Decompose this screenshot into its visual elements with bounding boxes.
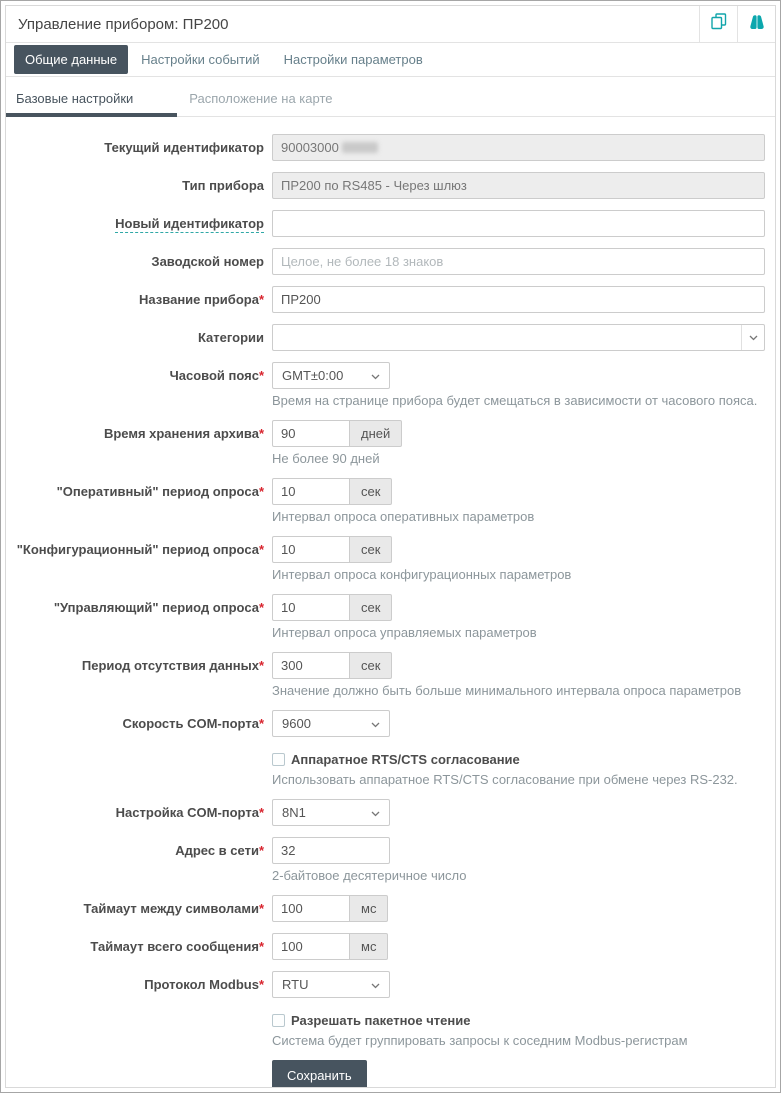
device-type-input bbox=[272, 172, 765, 199]
required-marker: * bbox=[258, 977, 264, 992]
main-tabs bbox=[6, 43, 775, 77]
field-network-address bbox=[6, 837, 763, 884]
device-settings-form bbox=[6, 117, 775, 1087]
operational-period-help: Интервал опроса оперативных параметров bbox=[272, 509, 535, 524]
configuration-period-input[interactable] bbox=[272, 536, 350, 563]
archive-days-help: Не более 90 дней bbox=[272, 451, 380, 466]
chevron-down-icon[interactable] bbox=[741, 325, 764, 350]
required-marker: * bbox=[258, 292, 264, 307]
field-com-speed bbox=[6, 710, 763, 737]
no-data-period-input[interactable] bbox=[272, 652, 350, 679]
field-no-data-period bbox=[6, 652, 763, 699]
archive-days-input[interactable] bbox=[272, 420, 350, 447]
no-data-period-help: Значение должно быть больше минимального интервала опроса параметров bbox=[272, 683, 742, 698]
categories-label: Категории bbox=[197, 330, 264, 345]
tab-event-settings[interactable]: Настройки событий bbox=[141, 52, 260, 67]
no-data-period-unit: сек bbox=[350, 652, 392, 679]
tab-general-data[interactable]: Общие данные bbox=[14, 45, 128, 74]
configuration-period-label: "Конфигурационный" период опроса* bbox=[16, 542, 264, 557]
titlebar bbox=[6, 6, 775, 43]
control-period-unit: сек bbox=[350, 594, 392, 621]
com-speed-select[interactable]: 9600 bbox=[272, 710, 390, 737]
tab-parameter-settings[interactable]: Настройки параметров bbox=[283, 52, 423, 67]
field-operational-period bbox=[6, 478, 763, 525]
required-marker: * bbox=[258, 600, 264, 615]
network-address-label: Адрес в сети* bbox=[175, 843, 264, 858]
field-serial-number bbox=[6, 248, 763, 275]
field-categories bbox=[6, 324, 763, 351]
binoculars-icon bbox=[747, 14, 767, 35]
categories-combobox[interactable] bbox=[272, 324, 765, 351]
required-marker: * bbox=[258, 368, 264, 383]
copy-icon bbox=[711, 13, 727, 35]
redacted-digits bbox=[342, 142, 378, 153]
batch-read-checkbox[interactable] bbox=[272, 1014, 285, 1027]
rts-cts-help: Использовать аппаратное RTS/CTS согласование при обмене через RS-232. bbox=[272, 772, 738, 787]
operational-period-unit: сек bbox=[350, 478, 392, 505]
field-new-id bbox=[6, 210, 763, 237]
device-type-label: Тип прибора bbox=[182, 178, 264, 193]
required-marker: * bbox=[258, 658, 264, 673]
timezone-help: Время на странице прибора будет смещаться в зависимости от часового пояса. bbox=[272, 393, 758, 408]
field-control-period bbox=[6, 594, 763, 641]
timeout-message-label: Таймаут всего сообщения* bbox=[90, 939, 264, 954]
com-settings-select[interactable]: 8N1 bbox=[272, 799, 390, 826]
no-data-period-label: Период отсутствия данных* bbox=[81, 658, 264, 673]
field-rts-cts bbox=[6, 748, 763, 788]
field-configuration-period bbox=[6, 536, 763, 583]
device-name-input[interactable] bbox=[272, 286, 765, 313]
field-archive-days bbox=[6, 420, 763, 467]
timeout-message-input[interactable] bbox=[272, 933, 350, 960]
control-period-input[interactable] bbox=[272, 594, 350, 621]
timeout-message-unit: мс bbox=[350, 933, 388, 960]
field-com-settings bbox=[6, 799, 763, 826]
control-period-help: Интервал опроса управляемых параметров bbox=[272, 625, 537, 640]
sub-tabs bbox=[6, 82, 775, 117]
field-device-type bbox=[6, 172, 763, 199]
timeout-symbols-unit: мс bbox=[350, 895, 388, 922]
field-modbus-protocol bbox=[6, 971, 763, 998]
view-device-button[interactable] bbox=[737, 6, 775, 42]
copy-device-button[interactable] bbox=[699, 6, 737, 42]
field-batch-read bbox=[6, 1009, 763, 1049]
subtab-map-location[interactable]: Расположение на карте bbox=[189, 91, 333, 106]
rts-cts-checkbox[interactable] bbox=[272, 753, 285, 766]
save-row bbox=[6, 1060, 763, 1087]
device-panel bbox=[5, 5, 776, 1088]
control-period-label: "Управляющий" период опроса* bbox=[53, 600, 264, 615]
chevron-down-icon bbox=[371, 977, 380, 992]
configuration-period-unit: сек bbox=[350, 536, 392, 563]
com-settings-label: Настройка COM-порта* bbox=[115, 805, 264, 820]
batch-read-label[interactable]: Разрешать пакетное чтение bbox=[291, 1013, 471, 1028]
com-speed-label: Скорость COM-порта* bbox=[122, 716, 264, 731]
rts-cts-label[interactable]: Аппаратное RTS/CTS согласование bbox=[291, 752, 520, 767]
required-marker: * bbox=[258, 901, 264, 916]
chevron-down-icon bbox=[371, 805, 380, 820]
modbus-protocol-label: Протокол Modbus* bbox=[144, 977, 264, 992]
required-marker: * bbox=[258, 843, 264, 858]
required-marker: * bbox=[258, 426, 264, 441]
device-name-label: Название прибора* bbox=[139, 292, 264, 307]
archive-days-unit: дней bbox=[350, 420, 402, 447]
field-timeout-message bbox=[6, 933, 763, 960]
timeout-symbols-label: Таймаут между символами* bbox=[83, 901, 264, 916]
field-device-name bbox=[6, 286, 763, 313]
operational-period-input[interactable] bbox=[272, 478, 350, 505]
serial-number-input[interactable] bbox=[272, 248, 765, 275]
network-address-input[interactable] bbox=[272, 837, 390, 864]
field-timezone bbox=[6, 362, 763, 409]
chevron-down-icon bbox=[371, 716, 380, 731]
new-id-input[interactable] bbox=[272, 210, 765, 237]
new-id-label[interactable]: Новый идентификатор bbox=[115, 216, 264, 231]
archive-days-label: Время хранения архива* bbox=[103, 426, 264, 441]
timeout-symbols-input[interactable] bbox=[272, 895, 350, 922]
timezone-select[interactable]: GMT±0:00 bbox=[272, 362, 390, 389]
required-marker: * bbox=[258, 484, 264, 499]
field-current-id bbox=[6, 134, 763, 161]
field-timeout-symbols bbox=[6, 895, 763, 922]
subtab-basic-settings[interactable]: Базовые настройки bbox=[6, 82, 177, 117]
required-marker: * bbox=[258, 939, 264, 954]
save-button[interactable]: Сохранить bbox=[272, 1060, 367, 1087]
modbus-protocol-select[interactable]: RTU bbox=[272, 971, 390, 998]
operational-period-label: "Оперативный" период опроса* bbox=[56, 484, 264, 499]
network-address-help: 2-байтовое десятеричное число bbox=[272, 868, 467, 883]
required-marker: * bbox=[258, 716, 264, 731]
batch-read-help: Система будет группировать запросы к соседним Modbus-регистрам bbox=[272, 1033, 688, 1048]
timezone-label: Часовой пояс* bbox=[169, 368, 264, 383]
required-marker: * bbox=[258, 805, 264, 820]
current-id-label: Текущий идентификатор bbox=[104, 140, 264, 155]
configuration-period-help: Интервал опроса конфигурационных параметров bbox=[272, 567, 572, 582]
serial-number-label: Заводской номер bbox=[151, 254, 264, 269]
chevron-down-icon bbox=[371, 368, 380, 383]
page-title: Управление прибором: ПР200 bbox=[18, 15, 229, 33]
current-id-input: 90003000 bbox=[272, 134, 765, 161]
required-marker: * bbox=[258, 542, 264, 557]
